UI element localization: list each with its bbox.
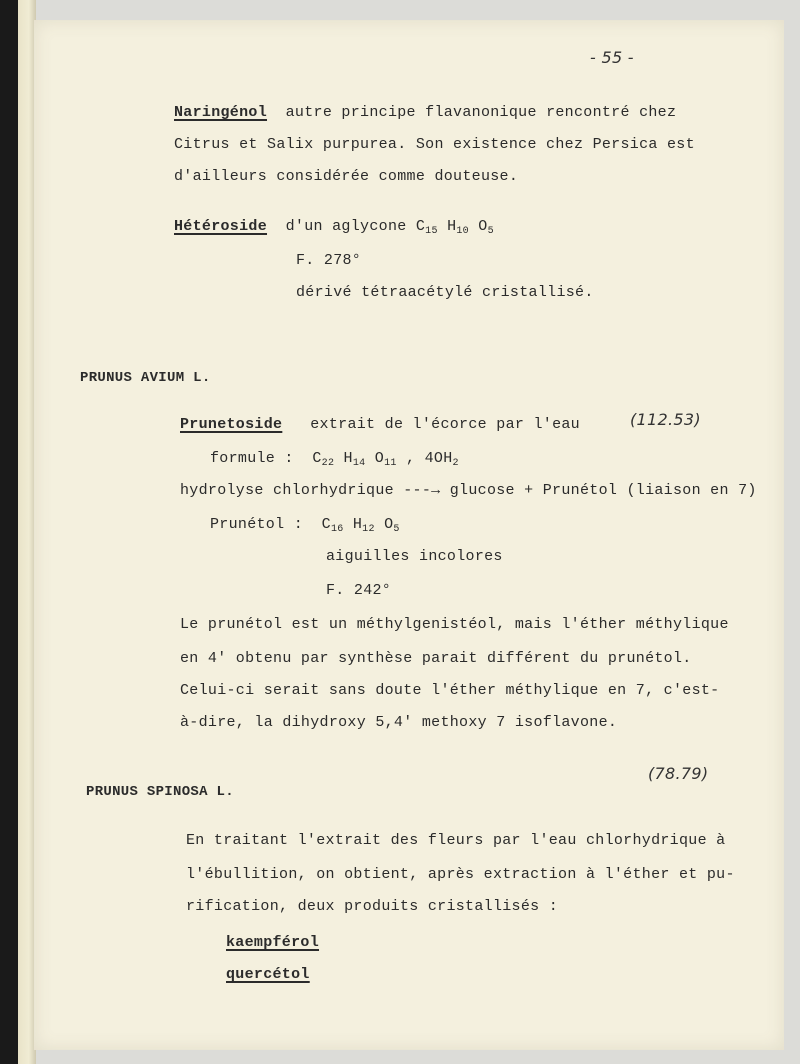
formula-h-count: 14	[352, 458, 366, 469]
product-quercetol: quercétol	[226, 966, 310, 983]
prunetol-needles: aiguilles incolores	[326, 548, 503, 565]
heteroside-text: d'un aglycone C	[285, 218, 426, 235]
prunetoside-line	[180, 416, 580, 433]
prunus-spinosa-heading: PRUNUS SPINOSA L.	[86, 784, 234, 800]
prunus-avium-reference: (112.53)	[630, 410, 701, 429]
page-number: - 55 -	[590, 48, 634, 67]
naringenol-line-1	[174, 104, 676, 121]
prunetoside-term: Prunetoside	[180, 416, 283, 433]
prunetol-h: H	[343, 516, 363, 533]
heteroside-c-count: 15	[425, 226, 438, 237]
heteroside-h-count: 10	[456, 226, 469, 237]
prunetol-h-count: 12	[362, 524, 375, 535]
formula-c-count: 22	[321, 458, 335, 469]
prunetol-c: C	[321, 516, 331, 533]
naringenol-line-2: Citrus et Salix purpurea. Son existence chez Persica est	[174, 136, 695, 153]
naringenol-text-1: autre principe flavanonique rencontré chez	[285, 104, 677, 121]
heteroside-line	[174, 218, 494, 237]
formula-o-count: 11	[384, 458, 397, 469]
formula-water-count: 2	[452, 458, 459, 469]
heteroside-h: H	[437, 218, 457, 235]
scan-edge	[0, 0, 18, 1064]
prunetol-o-count: 5	[393, 524, 400, 535]
prunus-avium-paragraph-1: Le prunétol est un méthylgenistéol, mais l'éther méthylique	[180, 616, 729, 633]
formula-label: formule :	[210, 450, 294, 467]
product-kaempferol: kaempférol	[226, 934, 320, 951]
heteroside-o: O	[468, 218, 488, 235]
hydrolysis-line: hydrolyse chlorhydrique ---→ glucose + Prunétol (liaison en 7)	[180, 482, 757, 499]
prunetol-melting-point: F. 242°	[326, 582, 392, 599]
prunetoside-formula	[210, 450, 459, 469]
prunus-avium-paragraph-3: Celui-ci serait sans doute l'éther méthylique en 7, c'est-	[180, 682, 720, 699]
prunus-avium-paragraph-2: en 4' obtenu par synthèse parait différent du prunétol.	[180, 650, 692, 667]
prunus-spinosa-paragraph-2: l'ébullition, on obtient, après extraction à l'éther et pu-	[186, 866, 735, 883]
prunus-avium-heading: PRUNUS AVIUM L.	[80, 370, 211, 386]
prunus-spinosa-paragraph-1: En traitant l'extrait des fleurs par l'eau chlorhydrique à	[186, 832, 726, 849]
prunus-spinosa-reference: (78.79)	[648, 764, 709, 783]
naringenol-line-3: d'ailleurs considérée comme douteuse.	[174, 168, 519, 185]
prunetoside-extract: extrait de l'écorce par l'eau	[310, 416, 580, 433]
formula-o: O	[365, 450, 385, 467]
formula-h: H	[334, 450, 353, 467]
prunus-spinosa-paragraph-3: rification, deux produits cristallisés :	[186, 898, 559, 915]
prunetol-formula	[210, 516, 400, 535]
prunus-avium-paragraph-4: à-dire, la dihydroxy 5,4' methoxy 7 isoflavone.	[180, 714, 618, 731]
heteroside-term: Hétéroside	[174, 218, 268, 235]
prunetol-o: O	[374, 516, 394, 533]
heteroside-derivative: dérivé tétraacétylé cristallisé.	[296, 284, 594, 301]
naringenol-term: Naringénol	[174, 104, 268, 121]
document-page	[34, 20, 784, 1050]
formula-water: , 4OH	[396, 450, 453, 467]
formula-c: C	[312, 450, 322, 467]
prunetol-c-count: 16	[330, 524, 344, 535]
heteroside-melting-point: F. 278°	[296, 252, 362, 269]
prunetol-label: Prunétol :	[210, 516, 304, 533]
heteroside-o-count: 5	[487, 226, 494, 237]
